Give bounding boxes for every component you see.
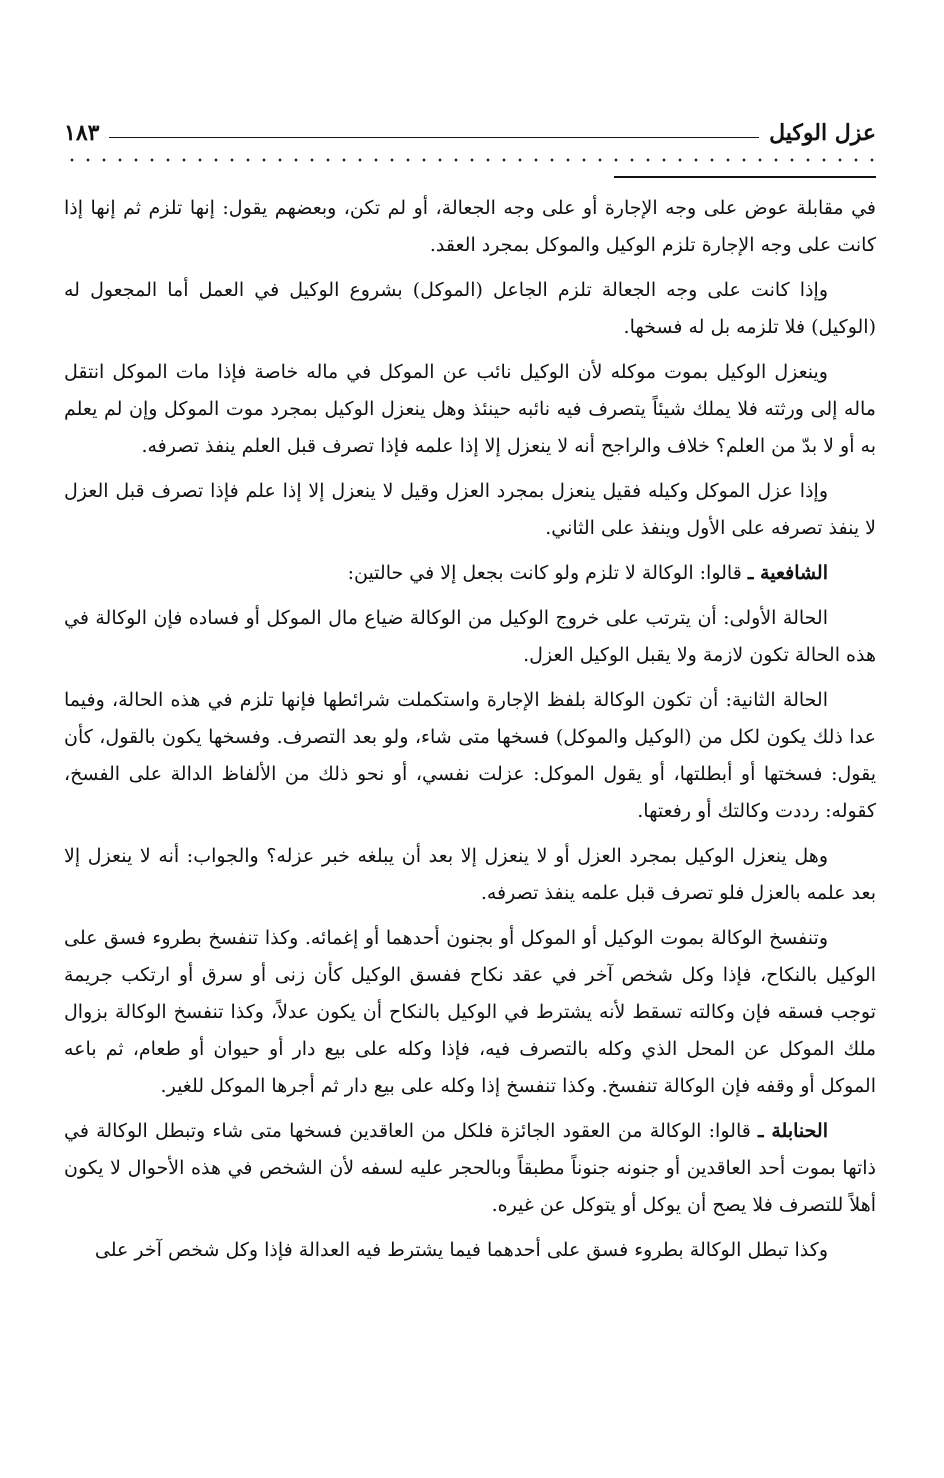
running-header (64, 112, 876, 146)
footnote-rule (614, 176, 876, 178)
paragraph (64, 600, 876, 674)
paragraph (64, 1113, 876, 1224)
paragraph-text: الحالة الأولى: أن يترتب على خروج الوكيل من الوكالة ضياع مال الموكل أو فساده فإن الوكالة في هذه الحالة تكون لازمة ولا يقبل الوكيل العزل. (64, 607, 876, 666)
header-rule (109, 137, 759, 138)
paragraph-lead: الشافعية ـ (747, 562, 828, 584)
paragraph-text: وتنفسخ الوكالة بموت الوكيل أو الموكل أو بجنون أحدهما أو إغمائه. وكذا تنفسخ بطروء فسق على الوكيل بالنكاح، فإذا وكل شخص آخر في عقد نكاح ففسق الوكيل كأن زنى أو سرق أو ارتكب جريمة توجب فسقه فإن وكالته تسقط لأنه يشترط في الوكيل بالنكاح أن يكون عدلاً، وكذا تنفسخ الوكالة بزوال ملك الموكل عن المحل الذي وكله بالتصرف فيه، فإذا وكله على بيع دار أو حيوان أو طعام، ثم باعه الموكل أو وقفه فإن الوكالة تنفسخ. وكذا تنفسخ إذا وكله على بيع دار ثم أجرها الموكل للغير. (64, 927, 876, 1097)
paragraph (64, 354, 876, 465)
paragraph (64, 555, 876, 592)
paragraph (64, 190, 876, 264)
paragraph-text: وهل ينعزل الوكيل بمجرد العزل أو لا ينعزل إلا بعد أن يبلغه خبر عزله؟ والجواب: أنه لا ينعزل إلا بعد علمه بالعزل فلو تصرف قبل علمه ينفذ تصرفه. (64, 845, 876, 904)
paragraph (64, 920, 876, 1105)
paragraph-text: قالوا: الوكالة من العقود الجائزة فلكل من العاقدين فسخها متى شاء وتبطل الوكالة في ذاتها بموت أحد العاقدين أو جنونه جنوناً مطبقاً وبالحجر عليه لسفه لأن الشخص في هذه الأحوال لا يكون أهلاً للتصرف فلا يصح أن يوكل أو يتوكل عن غيره. (64, 1120, 876, 1216)
paragraph-text: وينعزل الوكيل بموت موكله لأن الوكيل نائب عن الموكل في ماله خاصة فإذا مات الموكل انتقل ماله إلى ورثته فلا يملك شيئاً يتصرف فيه نائبه حينئذ وهل ينعزل الوكيل بمجرد موت الموكل وإن لم يعلم به أو لا بدّ من العلم؟ خلاف والراجح أنه لا ينعزل إلا إذا علمه فإذا تصرف قبل العلم ينفذ تصرفه. (64, 361, 876, 457)
paragraph-text: في مقابلة عوض على وجه الإجارة أو على وجه الجعالة، أو لم تكن، وبعضهم يقول: إنها تلزم ثم إنها إذا كانت على وجه الإجارة تلزم الوكيل والموكل بمجرد العقد. (64, 197, 876, 256)
paragraph-lead: الحنابلة ـ (758, 1120, 828, 1142)
paragraph (64, 1232, 876, 1269)
dotted-separator (64, 154, 876, 166)
paragraph (64, 682, 876, 830)
page-number: ١٨٣ (64, 120, 100, 146)
paragraph-text: وكذا تبطل الوكالة بطروء فسق على أحدهما فيما يشترط فيه العدالة فإذا وكل شخص آخر على (94, 1239, 828, 1261)
chapter-title: عزل الوكيل (769, 120, 876, 146)
paragraph (64, 838, 876, 912)
paragraph (64, 272, 876, 346)
paragraph (64, 473, 876, 547)
page-body (64, 190, 876, 1269)
paragraph-text: وإذا عزل الموكل وكيله فقيل ينعزل بمجرد العزل وقيل لا ينعزل إلا إذا علم فإذا تصرف قبل العزل لا ينفذ تصرفه على الأول وينفذ على الثاني. (64, 480, 876, 539)
paragraph-text: قالوا: الوكالة لا تلزم ولو كانت بجعل إلا في حالتين: (347, 562, 748, 584)
paragraph-text: الحالة الثانية: أن تكون الوكالة بلفظ الإجارة واستكملت شرائطها فإنها تلزم في هذه الحالة، وفيما عدا ذلك يكون لكل من (الوكيل والموكل) فسخها متى شاء، ولو بعد التصرف. وفسخها يكون بالقول، كأن يقول: فسختها أو أبطلتها، أو يقول الموكل: عزلت نفسي، أو نحو ذلك من الألفاظ الدالة على الفسخ، كقوله: رددت وكالتك أو رفعتها. (64, 689, 876, 822)
paragraph-text: وإذا كانت على وجه الجعالة تلزم الجاعل (الموكل) بشروع الوكيل في العمل أما المجعول له (الوكيل) فلا تلزمه بل له فسخها. (64, 279, 876, 338)
